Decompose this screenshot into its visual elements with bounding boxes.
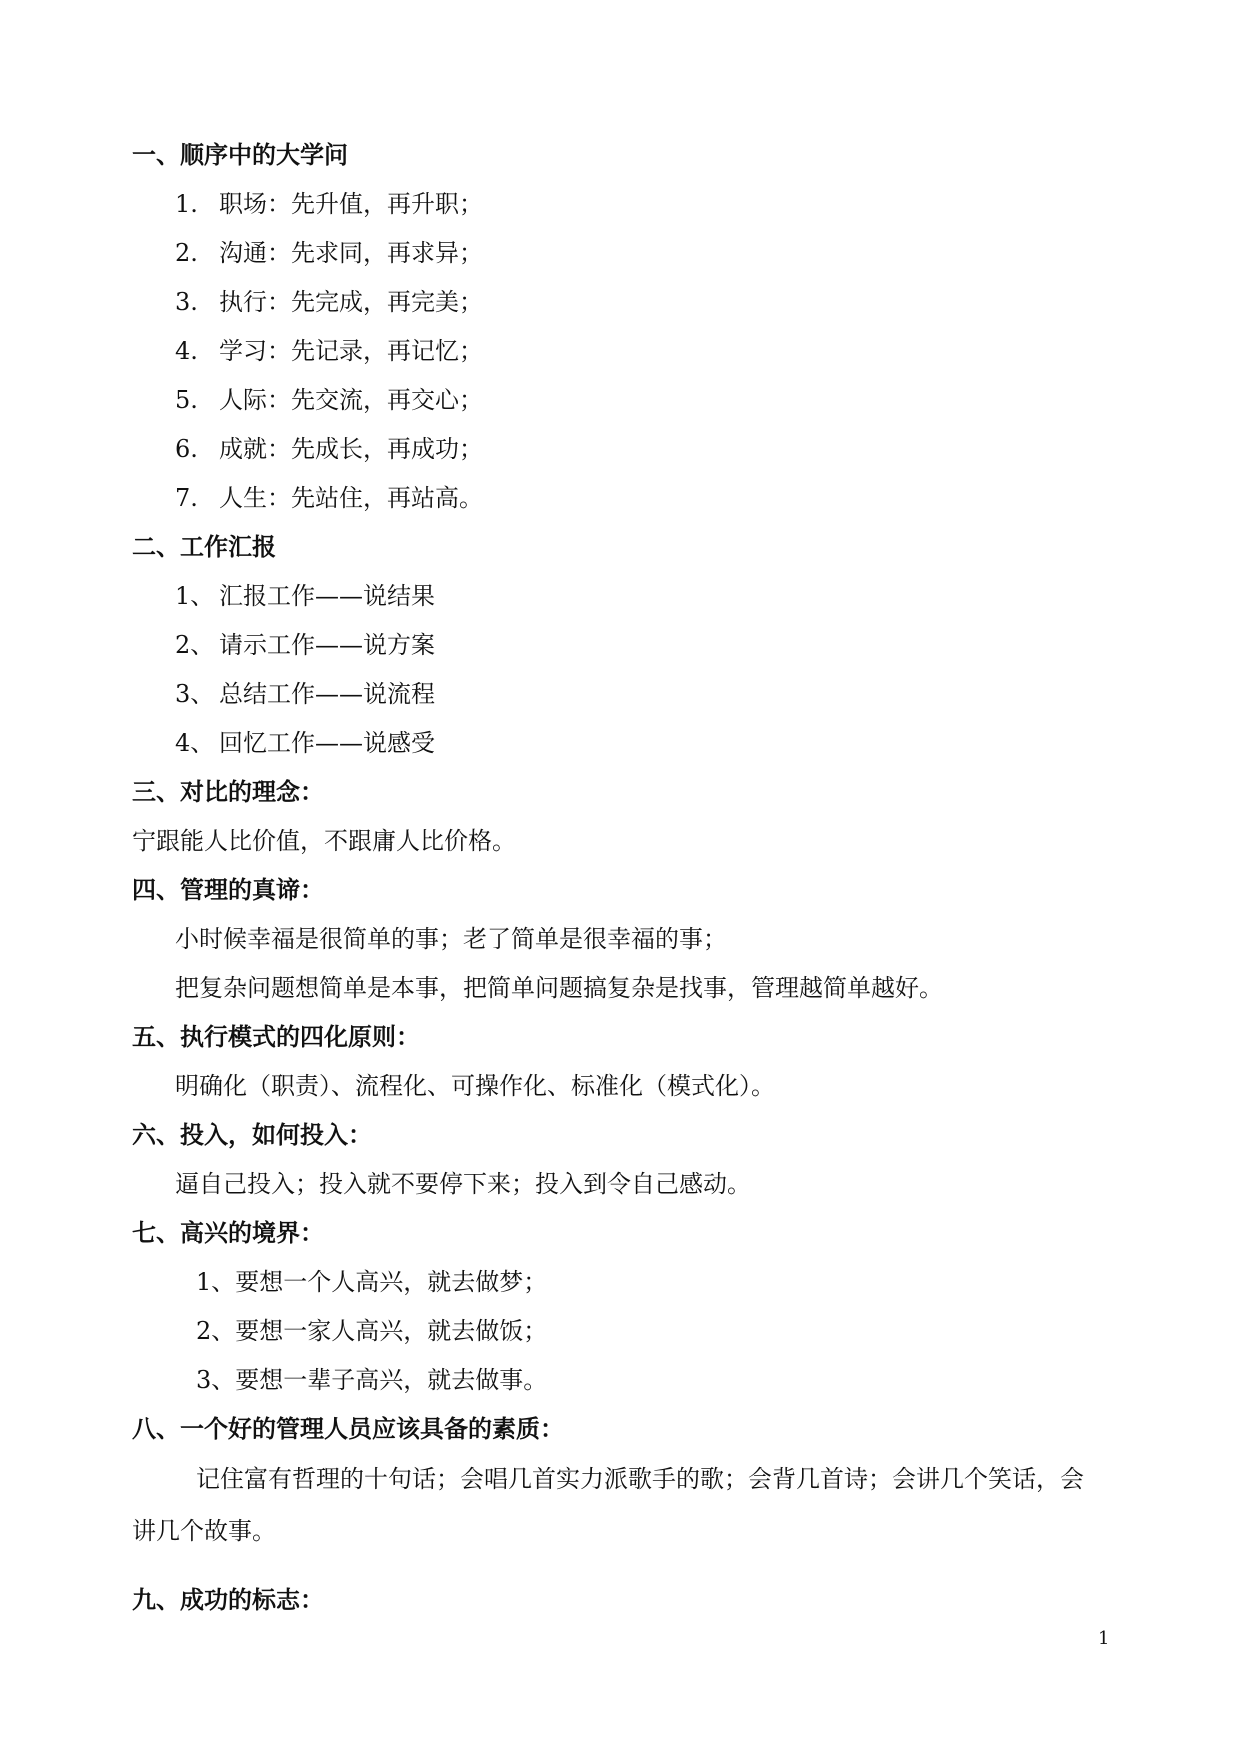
section-heading: 六、投入，如何投入： (132, 1121, 372, 1149)
list-item-number: 2、 (175, 631, 215, 659)
paragraph: 3、要想一辈子高兴，就去做事。 (196, 1366, 548, 1394)
list-item (175, 728, 435, 758)
list-item (175, 581, 435, 611)
list-item-number: 4. (175, 337, 198, 365)
list-item-number: 3. (175, 288, 198, 316)
list-item-text: 请示工作——说方案 (219, 631, 435, 659)
list-item-number: 4、 (175, 729, 215, 757)
list-item-number: 2. (175, 239, 198, 267)
paragraph: 宁跟能人比价值，不跟庸人比价格。 (132, 827, 516, 855)
list-item (175, 434, 483, 464)
list-item-text: 总结工作——说流程 (219, 680, 435, 708)
list-item (175, 189, 483, 219)
paragraph: 把复杂问题想简单是本事，把简单问题搞复杂是找事，管理越简单越好。 (175, 974, 943, 1002)
section-heading: 一、顺序中的大学问 (132, 141, 348, 169)
list-item (175, 630, 435, 660)
list-item (175, 336, 483, 366)
paragraph: 明确化（职责）、流程化、可操作化、标准化（模式化）。 (175, 1072, 775, 1100)
list-item-text: 学习：先记录，再记忆； (219, 337, 483, 365)
list-item-text: 人生：先站住，再站高。 (219, 484, 483, 512)
list-item (175, 238, 483, 268)
paragraph: 讲几个故事。 (132, 1517, 276, 1545)
list-item-number: 6. (175, 435, 198, 463)
section-heading: 七、高兴的境界： (132, 1219, 324, 1247)
list-item (175, 483, 483, 513)
paragraph: 2、要想一家人高兴，就去做饭； (196, 1317, 548, 1345)
list-item (175, 287, 483, 317)
list-item-number: 5. (175, 386, 198, 414)
paragraph: 记住富有哲理的十句话；会唱几首实力派歌手的歌；会背几首诗；会讲几个笑话，会 (196, 1465, 1084, 1493)
list-item-text: 沟通：先求同，再求异； (219, 239, 483, 267)
list-item-number: 7. (175, 484, 198, 512)
paragraph: 小时候幸福是很简单的事；老了简单是很幸福的事； (175, 925, 727, 953)
list-item-number: 3、 (175, 680, 215, 708)
section-heading: 三、对比的理念： (132, 778, 324, 806)
section-heading: 五、执行模式的四化原则： (132, 1023, 420, 1051)
section-heading: 四、管理的真谛： (132, 876, 324, 904)
section-heading: 九、成功的标志： (132, 1586, 324, 1614)
list-item-text: 人际：先交流，再交心； (219, 386, 483, 414)
list-item-number: 1、 (175, 582, 215, 610)
section-heading: 八、一个好的管理人员应该具备的素质： (132, 1415, 564, 1443)
section-heading: 二、工作汇报 (132, 533, 276, 561)
list-item-text: 成就：先成长，再成功； (219, 435, 483, 463)
list-item-text: 职场：先升值，再升职； (219, 190, 483, 218)
list-item (175, 679, 435, 709)
list-item-text: 回忆工作——说感受 (219, 729, 435, 757)
list-item-text: 汇报工作——说结果 (219, 582, 435, 610)
list-item-text: 执行：先完成，再完美； (219, 288, 483, 316)
paragraph: 1、要想一个人高兴，就去做梦； (196, 1268, 548, 1296)
list-item (175, 385, 483, 415)
paragraph: 逼自己投入；投入就不要停下来；投入到令自己感动。 (175, 1170, 751, 1198)
page-number: 1 (1098, 1628, 1110, 1649)
list-item-number: 1. (175, 190, 198, 218)
